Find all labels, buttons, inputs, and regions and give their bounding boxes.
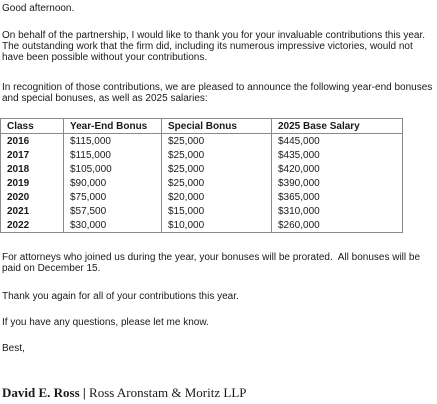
cell-special-bonus: $15,000: [162, 204, 272, 218]
cell-class: 2016: [1, 134, 64, 149]
proration-paragraph: For attorneys who joined us during the year, your bonuses will be prorated. All bonuses will be paid on December 15.: [2, 252, 423, 274]
header-base-salary: 2025 Base Salary: [272, 119, 403, 134]
cell-base-salary: $260,000: [272, 218, 403, 233]
table-row: [1, 218, 403, 233]
cell-special-bonus: $25,000: [162, 176, 272, 190]
cell-year-end-bonus: $57,500: [64, 204, 162, 218]
table-header-row: [1, 119, 403, 134]
cell-base-salary: $310,000: [272, 204, 403, 218]
table-row: [1, 176, 403, 190]
signature-firm: Ross Aronstam & Moritz LLP: [89, 385, 247, 400]
cell-year-end-bonus: $105,000: [64, 162, 162, 176]
header-year-end-bonus: Year-End Bonus: [64, 119, 162, 134]
cell-base-salary: $445,000: [272, 134, 403, 149]
header-class: Class: [1, 119, 64, 134]
cell-class: 2022: [1, 218, 64, 233]
cell-year-end-bonus: $75,000: [64, 190, 162, 204]
cell-class: 2018: [1, 162, 64, 176]
cell-special-bonus: $10,000: [162, 218, 272, 233]
announcement-paragraph: In recognition of those contributions, we are pleased to announce the following year-end bonuses and special bonuses, as well as 2025 salaries:: [2, 82, 436, 104]
thank-you-paragraph: Thank you again for all of your contributions this year.: [2, 291, 239, 302]
cell-base-salary: $365,000: [272, 190, 403, 204]
email-signature: [2, 386, 247, 400]
table-row: [1, 162, 403, 176]
table-row: [1, 148, 403, 162]
cell-base-salary: $435,000: [272, 148, 403, 162]
thanks-paragraph: On behalf of the partnership, I would like to thank you for your invaluable contributions this year. The outstanding work that the firm did, including its numerous impressive victories, would not have been possible without your contributions.: [2, 30, 431, 63]
cell-class: 2019: [1, 176, 64, 190]
cell-special-bonus: $25,000: [162, 148, 272, 162]
questions-paragraph: If you have any questions, please let me know.: [2, 317, 209, 328]
table-row: [1, 190, 403, 204]
cell-special-bonus: $25,000: [162, 134, 272, 149]
cell-class: 2021: [1, 204, 64, 218]
cell-year-end-bonus: $90,000: [64, 176, 162, 190]
cell-year-end-bonus: $30,000: [64, 218, 162, 233]
cell-special-bonus: $25,000: [162, 162, 272, 176]
bonus-table: [0, 118, 403, 233]
closing-text: Best,: [2, 343, 25, 354]
table-row: [1, 204, 403, 218]
cell-year-end-bonus: $115,000: [64, 134, 162, 149]
greeting-text: Good afternoon.: [2, 3, 75, 14]
signature-separator: |: [82, 385, 86, 400]
cell-class: 2020: [1, 190, 64, 204]
table-row: [1, 134, 403, 149]
cell-special-bonus: $20,000: [162, 190, 272, 204]
signature-name: David E. Ross: [2, 385, 80, 400]
cell-base-salary: $390,000: [272, 176, 403, 190]
header-special-bonus: Special Bonus: [162, 119, 272, 134]
cell-base-salary: $420,000: [272, 162, 403, 176]
cell-year-end-bonus: $115,000: [64, 148, 162, 162]
cell-class: 2017: [1, 148, 64, 162]
